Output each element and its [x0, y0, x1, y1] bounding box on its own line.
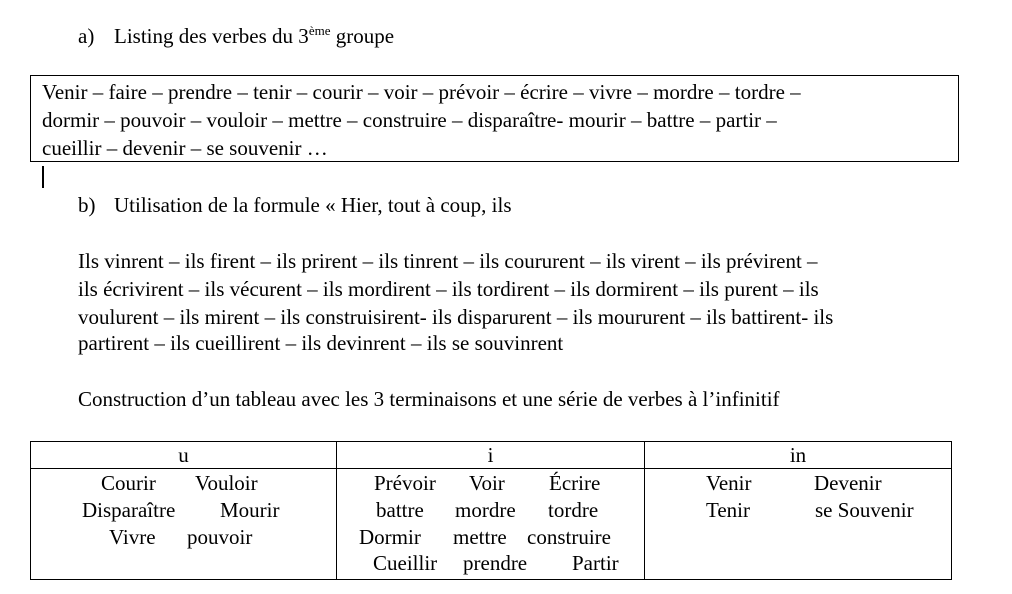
- verb-cell: mettre: [453, 525, 507, 549]
- paragraph-line: voulurent – ils mirent – ils construisirent- ils disparurent – ils moururent – ils battirent- ils: [78, 305, 834, 329]
- verb-cell: se Souvenir: [815, 498, 914, 522]
- verb-cell: Prévoir: [374, 471, 436, 495]
- section-b-heading: [78, 193, 512, 218]
- verb-cell: pouvoir: [187, 525, 253, 549]
- section-b-title: Utilisation de la formule « Hier, tout à coup, ils: [114, 193, 512, 217]
- section-a-heading: [78, 23, 394, 49]
- header-i: i: [337, 442, 645, 469]
- verb-cell: Vouloir: [195, 471, 258, 495]
- verb-cell: battre: [376, 498, 424, 522]
- verb-cell: Disparaître: [82, 498, 176, 522]
- cell-u: [31, 469, 337, 580]
- verb-list-line: dormir – pouvoir – vouloir – mettre – construire – disparaître- mourir – battre – partir –: [42, 108, 777, 132]
- verb-list-line: Venir – faire – prendre – tenir – courir – voir – prévoir – écrire – vivre – mordre – tordre –: [42, 80, 801, 104]
- section-a-title-sup: ème: [308, 23, 331, 38]
- verb-cell: prendre: [463, 551, 528, 575]
- section-b-letter: b): [78, 193, 96, 217]
- verb-cell: Voir: [469, 471, 505, 495]
- paragraph-line: Ils vinrent – ils firent – ils prirent – ils tinrent – ils coururent – ils virent – ils prévirent –: [78, 249, 818, 273]
- verb-cell: Venir: [706, 471, 752, 495]
- section-a-letter: a): [78, 24, 95, 48]
- verb-list-box: [30, 75, 959, 162]
- paragraph-line: ils écrivirent – ils vécurent – ils mordirent – ils tordirent – ils dormirent – ils purent – ils: [78, 277, 819, 301]
- verb-list-line: cueillir – devenir – se souvenir …: [42, 136, 328, 160]
- section-a-title-prefix: Listing des verbes du 3: [114, 24, 309, 48]
- verb-cell: construire: [527, 525, 611, 549]
- verb-cell: mordre: [455, 498, 516, 522]
- verb-cell: Courir: [101, 471, 156, 495]
- text-cursor: [42, 166, 44, 188]
- verb-cell: Dormir: [359, 525, 421, 549]
- verb-cell: Cueillir: [373, 551, 438, 575]
- construction-text: Construction d’un tableau avec les 3 terminaisons et une série de verbes à l’infinitif: [78, 387, 780, 411]
- verb-cell: Mourir: [220, 498, 280, 522]
- header-u: u: [31, 442, 337, 469]
- verb-cell: Écrire: [549, 471, 601, 495]
- cell-in: [645, 469, 952, 580]
- verb-cell: Devenir: [814, 471, 882, 495]
- verb-cell: Vivre: [109, 525, 156, 549]
- table-header-row: [31, 442, 952, 469]
- paragraph-line: partirent – ils cueillirent – ils devinrent – ils se souvinrent: [78, 331, 564, 355]
- cell-i: [337, 469, 645, 580]
- table-row: [31, 469, 952, 580]
- verb-cell: tordre: [548, 498, 599, 522]
- section-a-title-suffix: groupe: [330, 24, 395, 48]
- endings-table: [30, 441, 952, 580]
- verb-cell: Partir: [572, 551, 619, 575]
- header-in: in: [645, 442, 952, 469]
- verb-cell: Tenir: [706, 498, 751, 522]
